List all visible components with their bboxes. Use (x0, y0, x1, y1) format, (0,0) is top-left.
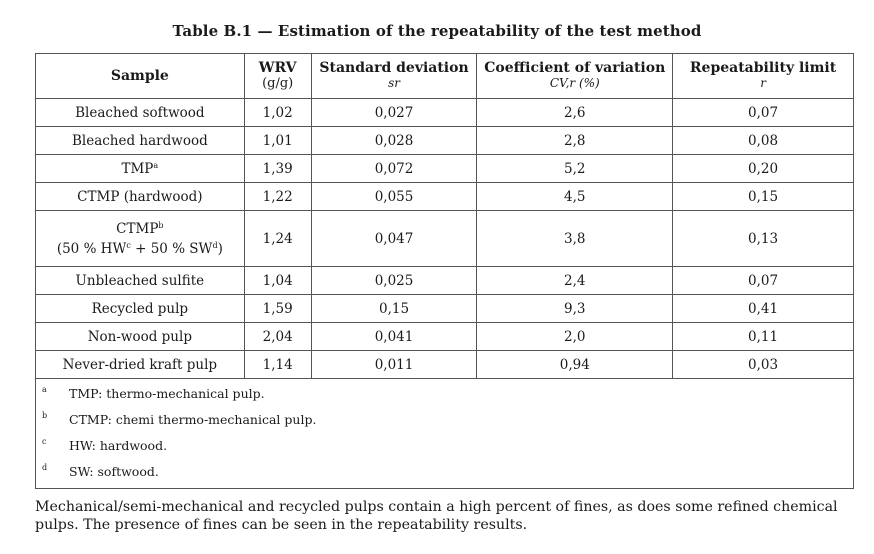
header-repeatability-limit (673, 54, 854, 99)
table-row (36, 127, 854, 155)
footnote-key: d (42, 463, 48, 472)
cell-rl: 0,07 (673, 99, 854, 127)
table-row (36, 211, 854, 267)
cell-sd: 0,011 (311, 351, 477, 379)
header-sd-label: Standard deviation (319, 60, 469, 76)
footnote-ref: a (153, 160, 159, 170)
header-wrv (244, 54, 311, 99)
cell-sd: 0,055 (311, 183, 477, 211)
cell-sample: Recycled pulp (36, 295, 245, 323)
footnote-key: a (42, 385, 47, 394)
cell-rl: 0,07 (673, 267, 854, 295)
cell-wrv: 1,14 (244, 351, 311, 379)
header-wrv-label: WRV (258, 60, 297, 76)
header-rl-symbol: r (760, 76, 766, 90)
cell-cv: 9,3 (477, 295, 673, 323)
cell-sd: 0,041 (311, 323, 477, 351)
footnote-key: b (42, 411, 48, 420)
cell-cv: 2,0 (477, 323, 673, 351)
cell-wrv: 1,59 (244, 295, 311, 323)
cell-cv: 0,94 (477, 351, 673, 379)
footnote-text: CTMP: chemi thermo-mechanical pulp. (69, 412, 317, 427)
footnote (42, 459, 847, 485)
cell-wrv: 1,01 (244, 127, 311, 155)
cell-cv: 2,4 (477, 267, 673, 295)
cell-rl: 0,15 (673, 183, 854, 211)
header-cv-symbol: CV,r (%) (549, 76, 600, 90)
cell-wrv: 1,39 (244, 155, 311, 183)
cell-rl: 0,03 (673, 351, 854, 379)
repeatability-table (35, 53, 854, 489)
cell-sd: 0,028 (311, 127, 477, 155)
cell-sample: CTMP (hardwood) (36, 183, 245, 211)
header-cv-label: Coefficient of variation (484, 60, 666, 76)
footnotes-cell (36, 379, 854, 489)
table-header-row (36, 54, 854, 99)
cell-sd: 0,047 (311, 211, 477, 267)
cell-rl: 0,13 (673, 211, 854, 267)
footnotes-row (36, 379, 854, 489)
header-coefficient-of-variation (477, 54, 673, 99)
footnote-text: HW: hardwood. (69, 438, 168, 453)
cell-wrv: 1,04 (244, 267, 311, 295)
header-sd-symbol: sr (388, 76, 400, 90)
cell-wrv: 1,02 (244, 99, 311, 127)
footnote-text: TMP: thermo-mechanical pulp. (69, 386, 265, 401)
footnote (42, 381, 847, 407)
cell-sd: 0,15 (311, 295, 477, 323)
table-caption: Table B.1 — Estimation of the repeatability of the test method (172, 22, 702, 40)
cell-rl: 0,41 (673, 295, 854, 323)
cell-cv: 2,6 (477, 99, 673, 127)
cell-sample: Bleached softwood (36, 99, 245, 127)
table-row (36, 351, 854, 379)
header-sample: Sample (36, 54, 245, 99)
cell-rl: 0,11 (673, 323, 854, 351)
table-row (36, 323, 854, 351)
cell-cv: 3,8 (477, 211, 673, 267)
table-row (36, 183, 854, 211)
header-rl-label: Repeatability limit (689, 60, 837, 76)
cell-cv: 2,8 (477, 127, 673, 155)
cell-wrv: 1,24 (244, 211, 311, 267)
cell-sample: Bleached hardwood (36, 127, 245, 155)
cell-cv: 5,2 (477, 155, 673, 183)
body-paragraph: Mechanical/semi-mechanical and recycled pulps contain a high percent of fines, as does some refined chemical pulps. The presence of fines can be seen in the repeatability results. (35, 499, 838, 533)
cell-sd: 0,025 (311, 267, 477, 295)
cell-wrv: 1,22 (244, 183, 311, 211)
cell-sample: CTMP$^b$ (50 % $HW^c + 50$ % $SW^d$) (36, 211, 245, 267)
cell-sample: Non-wood pulp (36, 323, 245, 351)
footnote-key: c (42, 437, 47, 446)
cell-sample: TMP$^a$ (36, 155, 245, 183)
footnote-ref: b (158, 220, 164, 230)
footnote (42, 433, 847, 459)
footnote-text: SW: softwood. (69, 464, 159, 479)
header-wrv-unit: (g/g) (262, 76, 294, 91)
cell-rl: 0,08 (673, 127, 854, 155)
cell-wrv: 2,04 (244, 323, 311, 351)
table-row (36, 99, 854, 127)
footnote-ref: c (126, 240, 131, 250)
footnote (42, 407, 847, 433)
footnote-ref: d (212, 240, 218, 250)
cell-rl: 0,20 (673, 155, 854, 183)
cell-sd: 0,072 (311, 155, 477, 183)
cell-cv: 4,5 (477, 183, 673, 211)
table-row (36, 295, 854, 323)
table-row (36, 267, 854, 295)
cell-sd: 0,027 (311, 99, 477, 127)
table-row (36, 155, 854, 183)
cell-sample: Never-dried kraft pulp (36, 351, 245, 379)
cell-sample: Unbleached sulfite (36, 267, 245, 295)
header-standard-deviation (311, 54, 477, 99)
